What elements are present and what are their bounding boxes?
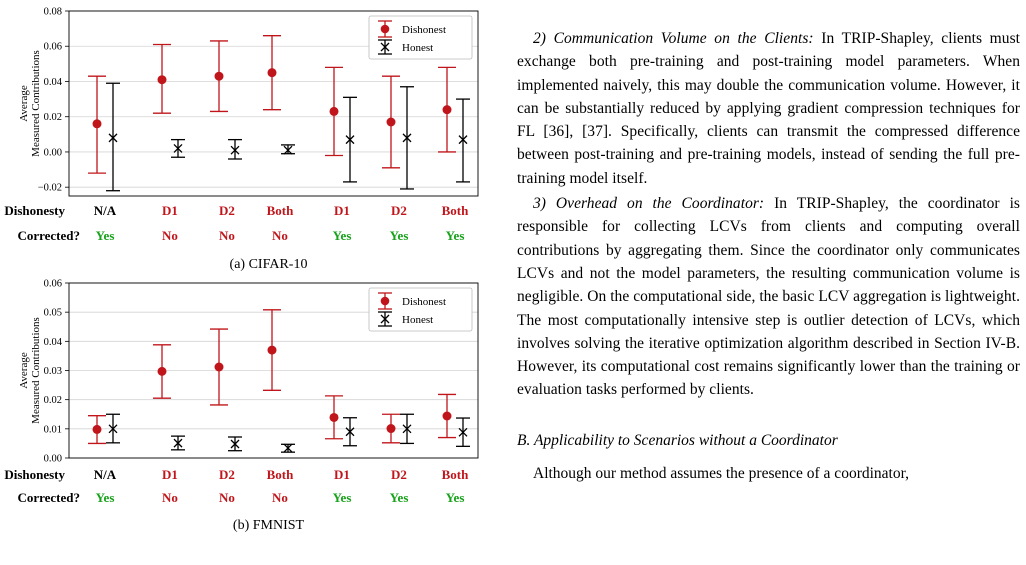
y-tick-label: 0.04	[43, 336, 62, 348]
y-tick-label: 0.02	[43, 112, 62, 124]
legend-marker-dishonest	[381, 297, 390, 306]
corrected-value: No	[219, 228, 235, 243]
paragraph-body: In TRIP-Shapley, clients must exchange both pre-training and post-training model parameters. When implemented naively, this may double the communication volume. However, it can be substantially reduced by applying gradient compression techniques for FL [36], [37]. Specifically, clients can transmit the compressed difference between post-training and pre-training models, instead of sending the full pre-training model itself.	[517, 30, 1020, 187]
legend-label: Honest	[402, 42, 434, 54]
dishonesty-value: Both	[441, 467, 469, 482]
corrected-value: No	[219, 490, 235, 505]
legend-label: Dishonest	[402, 24, 446, 36]
text-column	[517, 27, 1020, 485]
y-tick-label: −0.02	[37, 182, 62, 194]
y-tick-label: 0.03	[43, 366, 62, 377]
corrected-value: Yes	[332, 228, 352, 243]
data-point-dishonest	[215, 363, 224, 372]
corrected-value: No	[162, 228, 178, 243]
data-point-dishonest	[158, 367, 167, 376]
data-point-dishonest	[443, 412, 452, 421]
paragraph-coordinator-overhead	[517, 192, 1020, 402]
corrected-value: No	[272, 490, 288, 505]
data-point-dishonest	[158, 75, 167, 84]
paragraph-communication-volume	[517, 27, 1020, 190]
data-point-dishonest	[215, 72, 224, 81]
data-point-dishonest	[387, 424, 396, 433]
corrected-value: Yes	[445, 490, 465, 505]
corrected-value: Yes	[445, 228, 465, 243]
figure-column	[0, 0, 510, 560]
data-point-dishonest	[387, 118, 396, 127]
corrected-value: Yes	[95, 228, 115, 243]
paragraph-heading: 3) Overhead on the Coordinator:	[533, 195, 765, 213]
dishonesty-value: N/A	[93, 467, 117, 482]
figure-caption: (a) CIFAR-10	[229, 257, 308, 272]
dishonesty-value: D1	[334, 203, 350, 218]
dishonesty-value: D2	[391, 467, 407, 482]
dishonesty-value: Both	[266, 203, 294, 218]
corrected-value: No	[272, 228, 288, 243]
data-point-dishonest	[330, 413, 339, 422]
dishonesty-value: N/A	[93, 203, 117, 218]
corrected-value: Yes	[389, 228, 409, 243]
data-point-dishonest	[443, 105, 452, 114]
y-tick-label: 0.06	[43, 41, 62, 53]
y-axis-label-line: Average	[18, 85, 30, 122]
y-tick-label: 0.05	[43, 307, 62, 319]
dishonesty-value: Both	[441, 203, 469, 218]
y-axis-label-line: Measured Contributions	[30, 50, 42, 157]
data-point-dishonest	[93, 119, 102, 128]
dishonesty-value: D1	[334, 467, 350, 482]
y-tick-label: 0.01	[43, 424, 62, 436]
dishonesty-value: D2	[219, 467, 235, 482]
dishonesty-value: Both	[266, 467, 294, 482]
row-label-corrected: Corrected?	[17, 490, 80, 505]
y-tick-label: 0.00	[43, 147, 62, 159]
legend-label: Honest	[402, 314, 434, 326]
chart-cifar10	[4, 7, 478, 273]
corrected-value: Yes	[332, 490, 352, 505]
figure-svg	[0, 0, 510, 560]
y-tick-label: 0.00	[43, 453, 62, 465]
data-point-dishonest	[330, 107, 339, 116]
dishonesty-value: D2	[219, 203, 235, 218]
corrected-value: Yes	[389, 490, 409, 505]
row-label-dishonesty: Dishonesty	[4, 467, 65, 482]
legend-label: Dishonest	[402, 296, 446, 308]
data-point-dishonest	[93, 425, 102, 434]
section-title: B. Applicability to Scenarios without a Coordinator	[517, 431, 838, 449]
paragraph-applicability: Although our method assumes the presence of a coordinator,	[533, 464, 910, 482]
data-point-dishonest	[268, 346, 277, 355]
y-axis-label	[18, 317, 42, 424]
paragraph-body: In TRIP-Shapley, the coordinator is responsible for collecting LCVs from clients and computing overall contributions by aggregating them. Since the coordinator only communicates LCVs and not the model parameters, the resulting communication volume is negligible. On the computational side, the basic LCV aggregation is lightweight. The most computationally intensive step is outlier detection of LCVs, which involves solving the iterative optimization algorithm described in Section IV-B. However, its computational cost remains significantly lower than the training or evaluation tasks performed by clients.	[517, 195, 1020, 399]
row-label-corrected: Corrected?	[17, 228, 80, 243]
legend-marker-dishonest	[381, 25, 390, 34]
y-axis-label	[18, 50, 42, 157]
corrected-value: No	[162, 490, 178, 505]
chart-fmnist	[4, 279, 478, 534]
dishonesty-value: D2	[391, 203, 407, 218]
y-tick-label: 0.02	[43, 395, 62, 407]
y-tick-label: 0.06	[43, 278, 62, 290]
y-tick-label: 0.04	[43, 76, 62, 88]
paragraph-heading: 2) Communication Volume on the Clients:	[533, 30, 814, 47]
dishonesty-value: D1	[162, 203, 178, 218]
corrected-value: Yes	[95, 490, 115, 505]
dishonesty-value: D1	[162, 467, 178, 482]
y-tick-label: 0.08	[43, 6, 62, 18]
data-point-dishonest	[268, 68, 277, 77]
y-axis-label-line: Average	[18, 352, 30, 389]
y-axis-label-line: Measured Contributions	[30, 317, 42, 424]
row-label-dishonesty: Dishonesty	[4, 203, 65, 218]
figure-caption: (b) FMNIST	[232, 518, 305, 533]
